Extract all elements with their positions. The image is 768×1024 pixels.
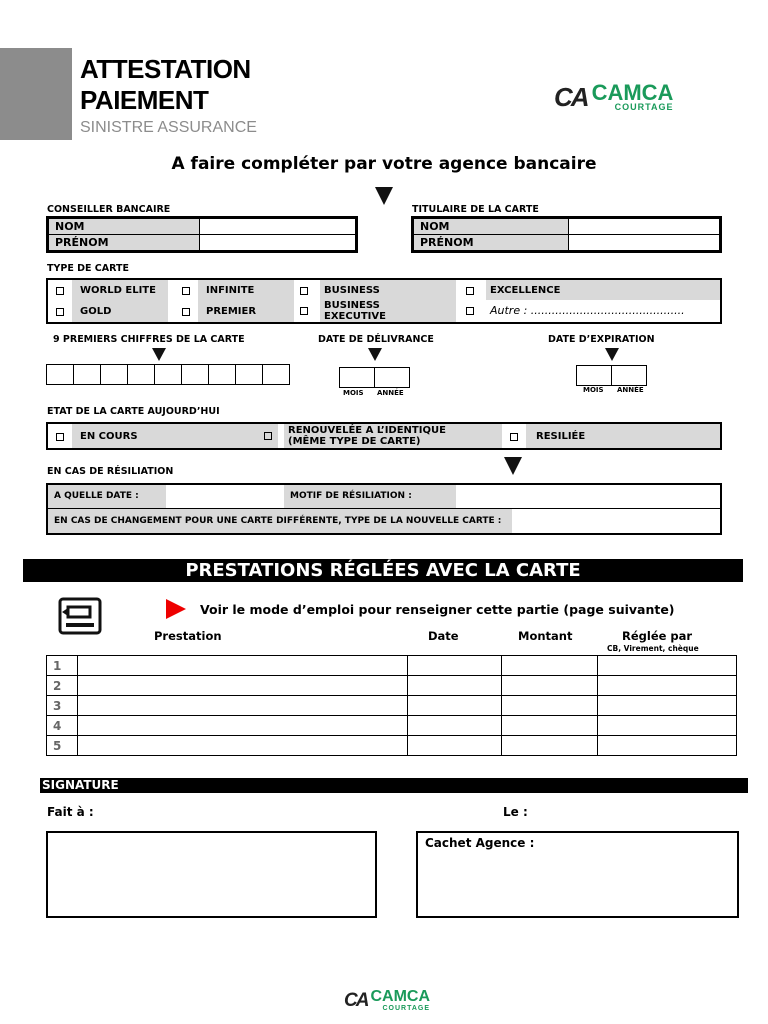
option-label: RESILIÉE	[536, 431, 586, 442]
reglee-sub: CB, Virement, chèque	[607, 644, 699, 653]
digit-box[interactable]	[46, 364, 74, 385]
prestation-cell[interactable]	[78, 736, 408, 756]
arrow-down-icon	[152, 348, 166, 361]
signature-banner: SIGNATURE	[40, 778, 748, 793]
expiration-annee-label: ANNÉE	[617, 386, 644, 394]
row-number: 3	[47, 696, 78, 716]
table-row	[47, 676, 737, 696]
montant-cell[interactable]	[502, 656, 598, 676]
row-number: 2	[47, 676, 78, 696]
conseiller-nom-label: NOM	[49, 219, 200, 235]
cachet-box[interactable]	[416, 831, 739, 918]
checkbox[interactable]	[264, 432, 272, 440]
delivrance-mois-box[interactable]	[339, 367, 375, 388]
play-arrow-icon	[166, 599, 186, 619]
digit-box[interactable]	[73, 364, 101, 385]
prestations-table	[46, 655, 737, 756]
date-cell[interactable]	[408, 656, 502, 676]
option-premier[interactable]	[182, 306, 256, 317]
delivrance-date-boxes[interactable]	[340, 367, 410, 388]
reglee-cell[interactable]	[598, 736, 737, 756]
montant-cell[interactable]	[502, 676, 598, 696]
option-excellence[interactable]	[466, 285, 560, 296]
etat-resiliee[interactable]	[510, 431, 585, 442]
conseiller-nom-field[interactable]	[200, 219, 356, 235]
titulaire-label: TITULAIRE DE LA CARTE	[412, 204, 539, 215]
table-row	[47, 716, 737, 736]
option-label: GOLD	[80, 306, 112, 317]
option-label: PREMIER	[206, 306, 257, 317]
option-business[interactable]	[300, 285, 380, 296]
logo-sub: COURTAGE	[614, 102, 674, 113]
option-world-elite[interactable]	[56, 285, 156, 296]
cachet-label: Cachet Agence :	[425, 836, 535, 850]
digit-box[interactable]	[154, 364, 182, 385]
expiration-mois-label: MOIS	[583, 386, 604, 394]
titulaire-nom-label: NOM	[414, 219, 569, 235]
expiration-annee-box[interactable]	[611, 365, 647, 386]
option-gold[interactable]	[56, 306, 111, 317]
table-row	[47, 656, 737, 676]
option-label: Autre : ............................................	[490, 304, 685, 317]
option-label: BUSINESS EXECUTIVE	[324, 300, 386, 322]
digit-box[interactable]	[235, 364, 263, 385]
reglee-cell[interactable]	[598, 676, 737, 696]
checkbox[interactable]	[466, 287, 474, 295]
page-title	[80, 54, 251, 116]
option-label: INFINITE	[206, 285, 255, 296]
option-label: EXCELLENCE	[490, 285, 561, 296]
etat-label: ETAT DE LA CARTE AUJOURD’HUI	[47, 406, 220, 417]
etat-renouvelee[interactable]	[264, 425, 468, 447]
digit-box[interactable]	[181, 364, 209, 385]
col-date: Date	[428, 629, 459, 643]
type-carte-box	[46, 278, 722, 324]
digit-box[interactable]	[127, 364, 155, 385]
conseiller-prenom-label: PRÉNOM	[49, 235, 200, 251]
arrow-down-icon	[375, 187, 393, 205]
delivrance-mois-label: MOIS	[343, 389, 364, 397]
checkbox[interactable]	[182, 308, 190, 316]
checkbox[interactable]	[56, 308, 64, 316]
titulaire-nom-field[interactable]	[569, 219, 720, 235]
resiliation-label: EN CAS DE RÉSILIATION	[47, 466, 174, 477]
checkbox[interactable]	[56, 287, 64, 295]
checkbox[interactable]	[56, 433, 64, 441]
conseiller-box	[46, 216, 358, 253]
instruction-text: Voir le mode d’emploi pour renseigner cette partie (page suivante)	[200, 602, 675, 617]
date-label: A QUELLE DATE :	[54, 491, 139, 501]
montant-cell[interactable]	[502, 736, 598, 756]
page-subtitle: SINISTRE ASSURANCE	[80, 119, 257, 136]
changement-label: EN CAS DE CHANGEMENT POUR UNE CARTE DIFFÉRENTE, TYPE DE LA NOUVELLE CARTE :	[54, 516, 502, 526]
delivrance-annee-box[interactable]	[374, 367, 410, 388]
resiliation-box	[46, 483, 722, 535]
conseiller-label: CONSEILLER BANCAIRE	[47, 204, 171, 215]
camca-logo	[554, 79, 674, 113]
delivrance-annee-label: ANNÉE	[377, 389, 404, 397]
col-prestation: Prestation	[154, 629, 222, 643]
motif-field[interactable]	[456, 485, 720, 508]
option-label: RENOUVELÉE A L’IDENTIQUE (MÊME TYPE DE CARTE)	[288, 425, 446, 447]
option-label: WORLD ELITE	[80, 285, 156, 296]
prestation-cell[interactable]	[78, 696, 408, 716]
row-number: 5	[47, 736, 78, 756]
date-cell[interactable]	[408, 716, 502, 736]
logo-sub: COURTAGE	[382, 1004, 430, 1012]
arrow-down-icon	[368, 348, 382, 361]
le-label: Le :	[503, 805, 528, 819]
row-number: 4	[47, 716, 78, 736]
logo-name: CAMCA	[370, 988, 430, 1006]
prestation-cell[interactable]	[78, 716, 408, 736]
option-label: BUSINESS	[324, 285, 380, 296]
digit-box[interactable]	[100, 364, 128, 385]
prestations-banner: PRESTATIONS RÉGLÉES AVEC LA CARTE	[23, 559, 743, 582]
option-business-executive[interactable]	[300, 300, 404, 322]
delivrance-label: DATE DE DÉLIVRANCE	[318, 334, 434, 345]
reglee-cell[interactable]	[598, 716, 737, 736]
row-number: 1	[47, 656, 78, 676]
expiration-label: DATE D’EXPIRATION	[548, 334, 655, 345]
montant-cell[interactable]	[502, 716, 598, 736]
checkbox[interactable]	[300, 287, 308, 295]
fait-a-label: Fait à :	[47, 805, 94, 819]
logo-name: CAMCA	[591, 79, 674, 105]
footer-camca-logo	[344, 990, 430, 1012]
date-cell[interactable]	[408, 736, 502, 756]
signature-box[interactable]	[46, 831, 377, 918]
expiration-date-boxes[interactable]	[577, 365, 647, 386]
option-autre[interactable]	[466, 304, 685, 317]
checkbox[interactable]	[300, 307, 308, 315]
arrow-down-icon	[605, 348, 619, 361]
card-digit-boxes[interactable]	[47, 364, 290, 385]
card-numbers-label: 9 PREMIERS CHIFFRES DE LA CARTE	[53, 334, 245, 345]
titulaire-box	[411, 216, 722, 253]
date-field[interactable]	[166, 485, 284, 508]
digit-box[interactable]	[262, 364, 290, 385]
arrow-down-icon	[504, 457, 522, 475]
ca-logo-mark: CA	[554, 82, 588, 112]
option-label: EN COURS	[80, 431, 138, 442]
etat-box	[46, 422, 722, 450]
col-montant: Montant	[518, 629, 573, 643]
date-cell[interactable]	[408, 676, 502, 696]
expiration-mois-box[interactable]	[576, 365, 612, 386]
titulaire-prenom-label: PRÉNOM	[414, 235, 569, 251]
reglee-cell[interactable]	[598, 696, 737, 716]
checkbox[interactable]	[510, 433, 518, 441]
checkbox[interactable]	[182, 287, 190, 295]
table-row	[47, 696, 737, 716]
checkbox[interactable]	[466, 307, 474, 315]
prestation-cell[interactable]	[78, 656, 408, 676]
col-reglee: Réglée par	[622, 629, 693, 643]
conseiller-prenom-field[interactable]	[200, 235, 356, 251]
table-row	[47, 736, 737, 756]
ca-logo-mark: CA	[344, 990, 368, 1011]
digit-box[interactable]	[208, 364, 236, 385]
card-payment-icon	[58, 597, 102, 639]
date-cell[interactable]	[408, 696, 502, 716]
prestation-cell[interactable]	[78, 676, 408, 696]
option-infinite[interactable]	[182, 285, 254, 296]
title-line-1: ATTESTATION	[80, 54, 251, 84]
titulaire-prenom-field[interactable]	[569, 235, 720, 251]
header-grey-block	[0, 48, 72, 140]
etat-en-cours[interactable]	[56, 431, 138, 442]
changement-field[interactable]	[512, 509, 720, 533]
motif-label: MOTIF DE RÉSILIATION :	[290, 491, 412, 501]
type-carte-label: TYPE DE CARTE	[47, 263, 129, 274]
montant-cell[interactable]	[502, 696, 598, 716]
section-heading: A faire compléter par votre agence bancaire	[171, 154, 597, 174]
title-line-2: PAIEMENT	[80, 85, 209, 115]
reglee-cell[interactable]	[598, 656, 737, 676]
